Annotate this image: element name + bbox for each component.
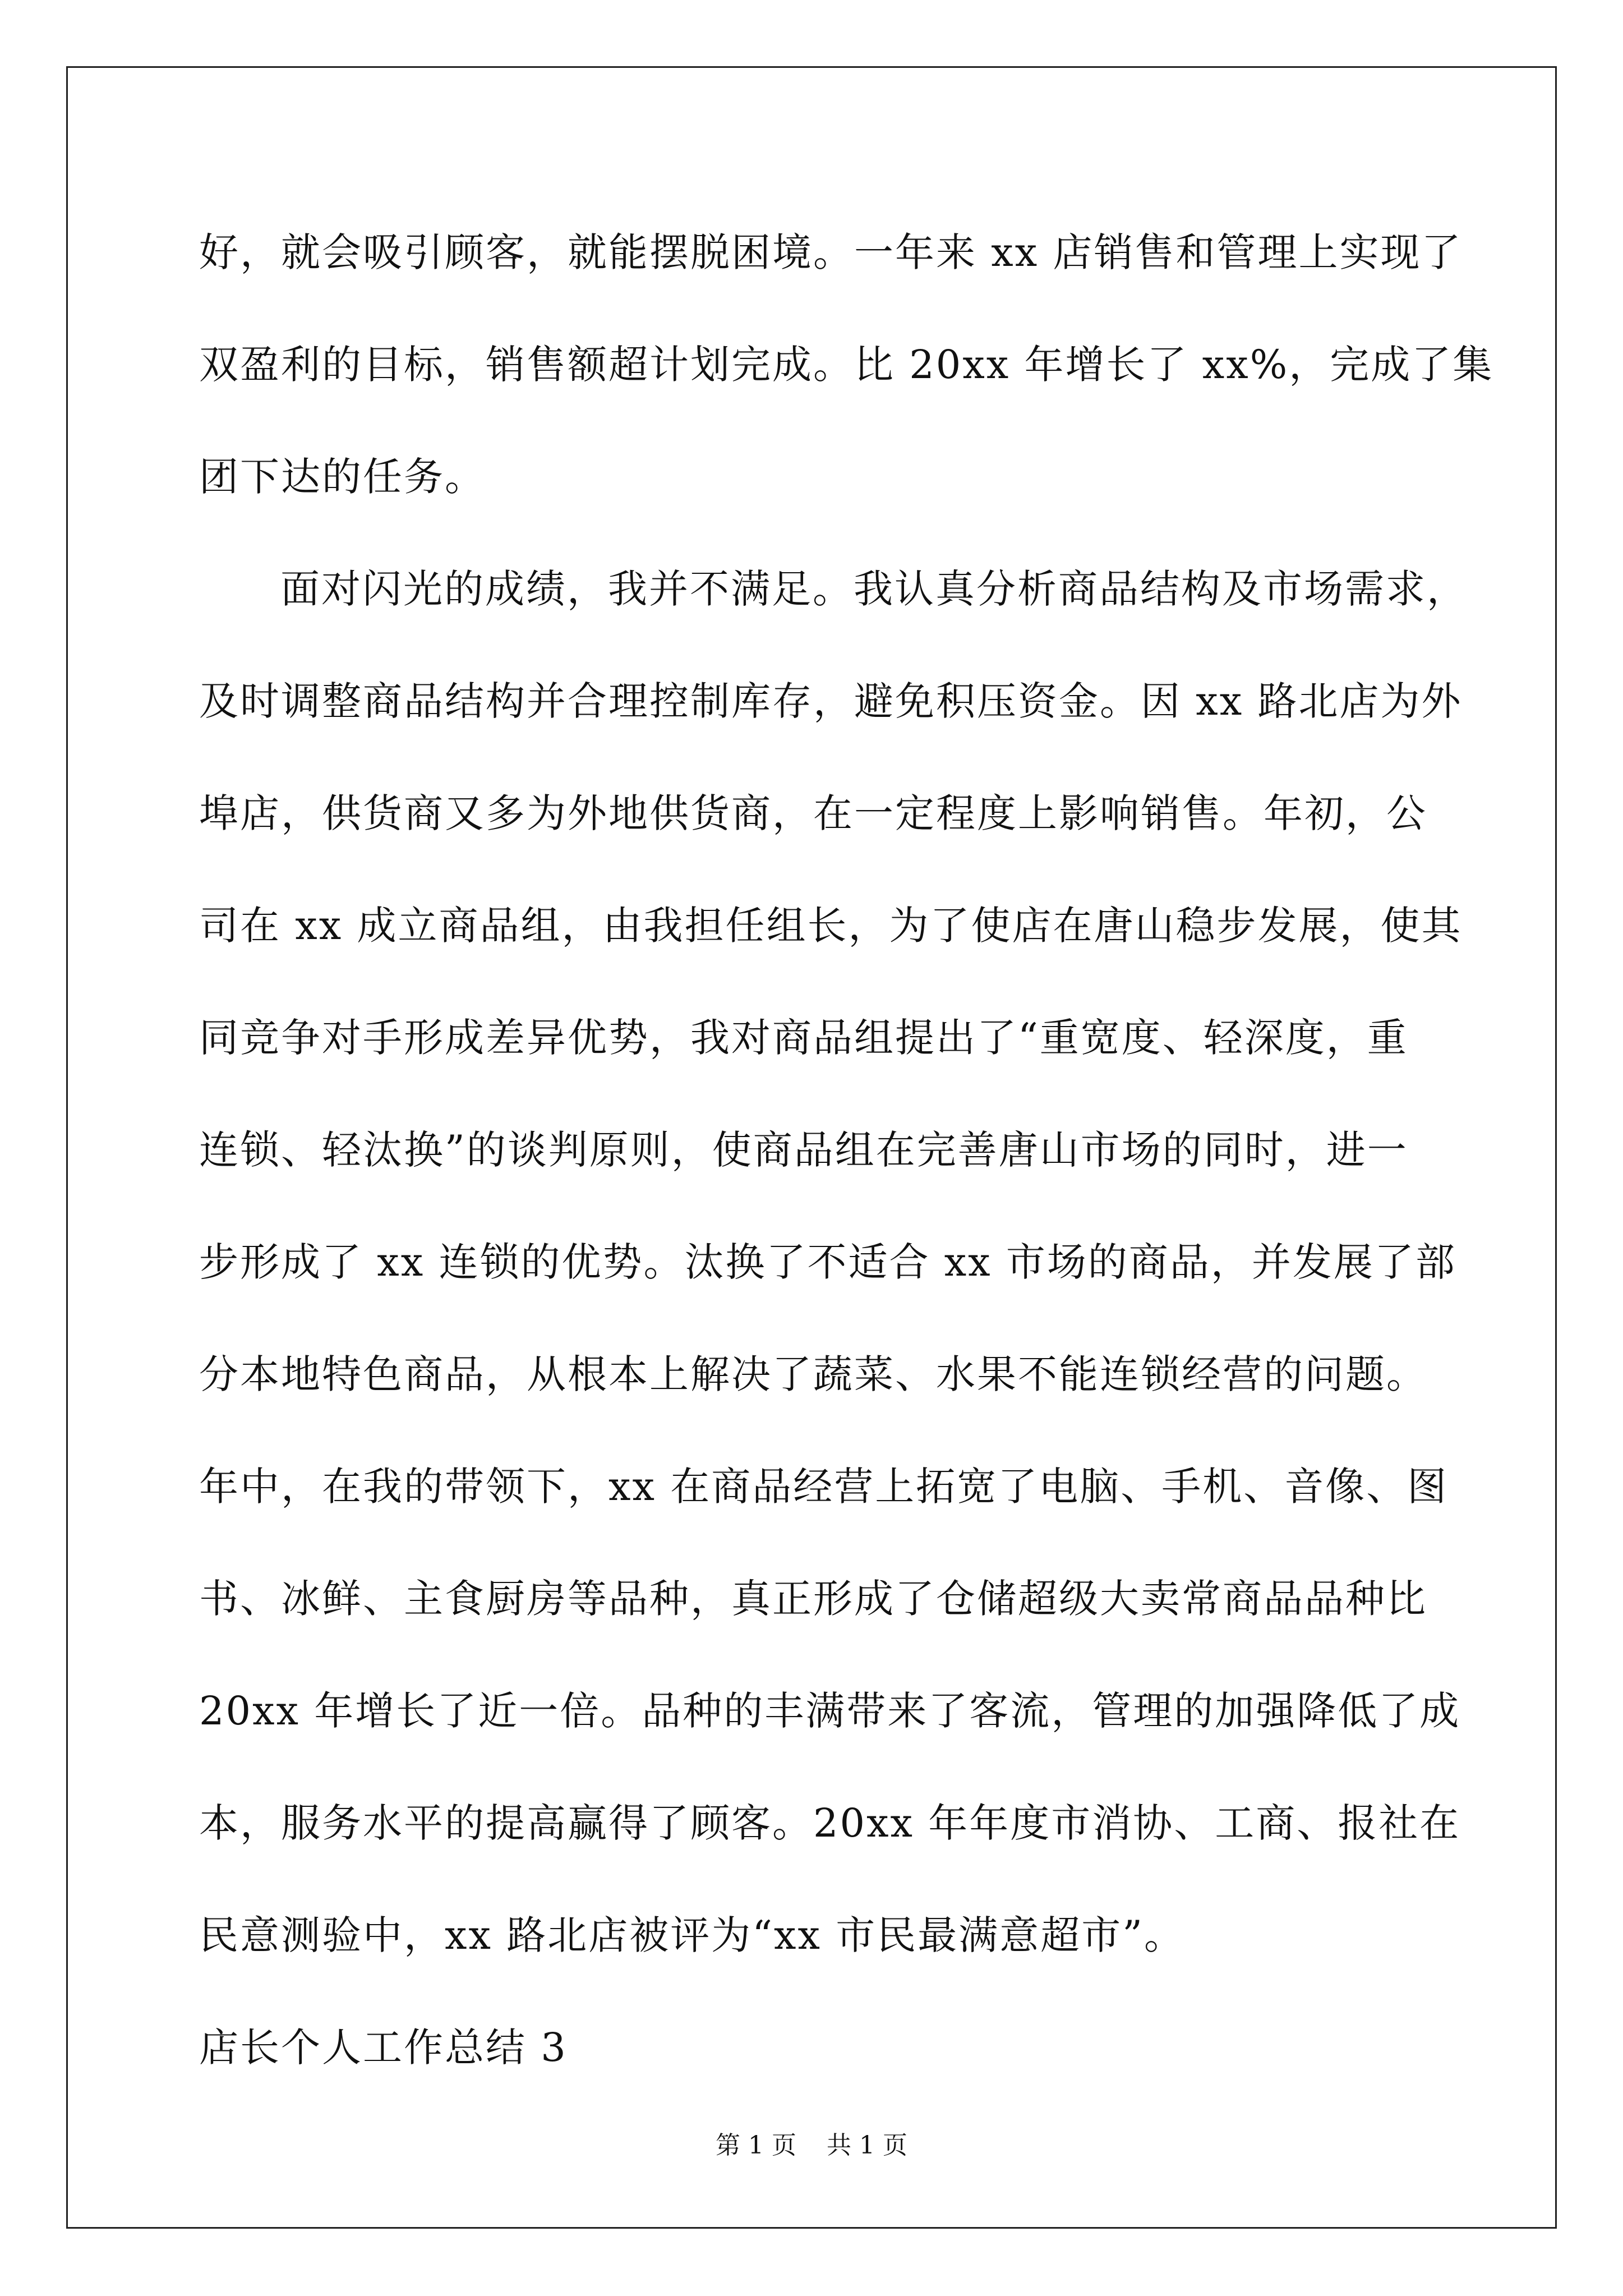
paragraph-line: 双盈利的目标，销售额超计划完成。比 20xx 年增长了 xx%，完成了集: [199, 342, 1494, 388]
paragraph-line: 同竞争对手形成差异优势，我对商品组提出了“重宽度、轻深度，重: [199, 1015, 1408, 1061]
paragraph-line: 民意测验中，xx 路北店被评为“xx 市民最满意超市”。: [199, 1912, 1185, 1958]
paragraph-line: 团下达的任务。: [199, 454, 486, 500]
paragraph-line: 20xx 年增长了近一倍。品种的丰满带来了客流，管理的加强降低了成: [199, 1688, 1461, 1734]
paragraph-line: 埠店，供货商又多为外地供货商，在一定程度上影响销售。年初，公: [199, 790, 1427, 836]
paragraph-line: 年中，在我的带领下，xx 在商品经营上拓宽了电脑、手机、音像、图: [199, 1464, 1449, 1510]
document-body: [199, 196, 1494, 2104]
page-number-current: 第 1 页: [716, 2131, 796, 2160]
paragraph-line: 步形成了 xx 连锁的优势。汰换了不适合 xx 市场的商品，并发展了部: [199, 1239, 1456, 1285]
section-heading: 店长个人工作总结 3: [199, 2024, 568, 2070]
paragraph-line: 书、冰鲜、主食厨房等品种，真正形成了仓储超级大卖常商品品种比: [199, 1576, 1427, 1622]
page-number-total: 共 1 页: [827, 2131, 907, 2160]
paragraph-line: 及时调整商品结构并合理控制库存，避免积压资金。因 xx 路北店为外: [199, 678, 1463, 724]
paragraph-line: 面对闪光的成绩，我并不满足。我认真分析商品结构及市场需求，: [280, 566, 1468, 612]
page-footer: [0, 2129, 1623, 2162]
paragraph-line: 连锁、轻汰换”的谈判原则，使商品组在完善唐山市场的同时，进一: [199, 1127, 1408, 1173]
paragraph-line: 分本地特色商品，从根本上解决了蔬菜、水果不能连锁经营的问题。: [199, 1351, 1427, 1397]
paragraph-line: 好，就会吸引顾客，就能摆脱困境。一年来 xx 店销售和管理上实现了: [199, 229, 1463, 275]
paragraph-line: 司在 xx 成立商品组，由我担任组长，为了使店在唐山稳步发展，使其: [199, 903, 1463, 949]
paragraph-line: 本，服务水平的提高赢得了顾客。20xx 年年度市消协、工商、报社在: [199, 1800, 1461, 1846]
